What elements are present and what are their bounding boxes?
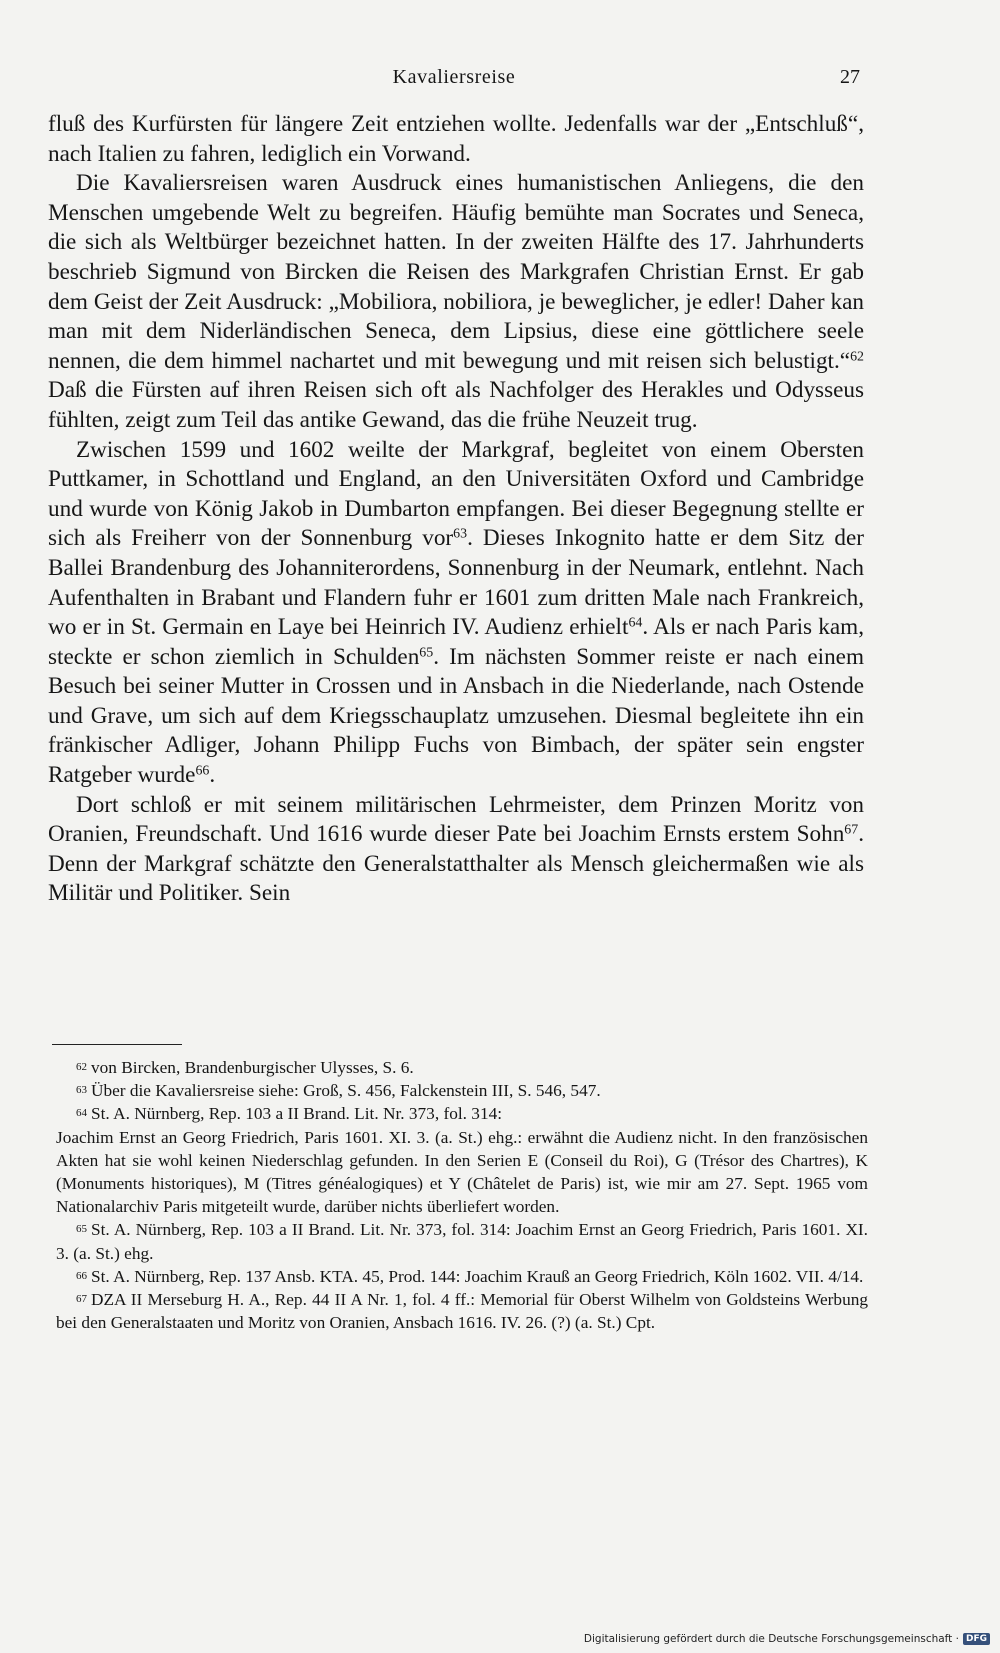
paragraph-3 [48, 436, 864, 791]
running-title: Kavaliersreise [392, 66, 516, 88]
footnote-ref-63[interactable]: 63 [453, 526, 468, 542]
footnote-62 [56, 1056, 868, 1079]
footnote-ref-66[interactable]: 66 [195, 763, 210, 779]
footnote-ref-62[interactable]: 62 [850, 349, 864, 365]
paragraph-text: Die Kavaliersreisen waren Ausdruck eines humanistischen Anliegens, die den Menschen umgebende Welt zu begreifen. Häufig bemühte man Socrates und Seneca, die sich als Weltbürger bezeichnet hatten. In der zweiten Hälfte des 17. Jahrhunderts beschrieb Sigmund von Bircken die Reisen des Markgrafen Christian Ernst. Er gab dem Geist der Zeit Ausdruck: „Mobiliora, nobiliora, je beweglicher, je edler! Daher kan man mit dem Niderländischen Seneca, dem Lipsius, diese eine göttlichere seele nennen, die dem himmel nachartet und mit bewegung und mit reisen sich belustigt.“ [48, 170, 864, 374]
footnote-number: 64 [76, 1107, 87, 1120]
footnote-text: St. A. Nürnberg, Rep. 137 Ansb. KTA. 45, Prod. 144: Joachim Krauß an Georg Friedrich, Köln 1602. VII. 4/14. [91, 1266, 864, 1286]
footnote-ref-67[interactable]: 67 [844, 822, 859, 838]
dfg-logo: DFG [963, 1633, 990, 1645]
footnote-67 [56, 1288, 868, 1334]
footnote-64 [56, 1102, 868, 1125]
paragraph-text: Dort schloß er mit seinem militärischen Lehrmeister, dem Prinzen Moritz von Oranien, Freundschaft. Und 1616 wurde dieser Pate bei Joachim Ernsts erstem Sohn [48, 791, 864, 848]
footnote-text: St. A. Nürnberg, Rep. 103 a II Brand. Lit. Nr. 373, fol. 314: [91, 1104, 503, 1124]
paragraph-4 [48, 791, 864, 909]
paragraph-text: . Als er nach Paris kam, steckte er schon ziemlich in Schulden [48, 614, 865, 670]
footnotes [56, 1056, 868, 1334]
paragraph-text: . Dieses Inkognito hatte er dem Sitz der Ballei Brandenburg des Johanniterordens, Sonnenburg in der Neumark, entlehnt. Nach Aufenthalten in Brabant und Flandern fuhr er 1601 zum dritten Male nach Frankreich, wo er in St. Germain en Laye bei Heinrich IV. Audienz erhielt [48, 525, 865, 641]
footnote-number: 65 [76, 1223, 87, 1236]
footnote-number: 67 [76, 1293, 87, 1306]
running-head [48, 66, 860, 96]
footnote-66 [56, 1265, 868, 1288]
paragraph-text: . Im nächsten Sommer reiste er nach einem Besuch bei seiner Mutter in Crossen und in Ansbach in die Niederlande, nach Ostende und Grave, um sich auf dem Kriegsschauplatz umzusehen. Diesmal begleitete ihn ein fränkischer Adliger, Johann Philipp Fuchs von Bimbach, der später sein engster Ratgeber wurde [48, 643, 865, 789]
footnote-ref-65[interactable]: 65 [419, 645, 434, 661]
paragraph-2 [48, 169, 864, 435]
credit-text: Digitalisierung gefördert durch die Deutsche Forschungsgemeinschaft · [583, 1633, 959, 1645]
footnote-number: 66 [76, 1269, 87, 1282]
main-text [48, 110, 864, 909]
digitization-credit [584, 1633, 990, 1645]
paragraph-text: . [209, 762, 216, 789]
footnote-number: 63 [76, 1084, 87, 1097]
paragraph-text: fluß des Kurfürsten für längere Zeit entziehen wollte. Jedenfalls war der „Entschluß“, nach Italien zu fahren, lediglich ein Vorwand. [48, 111, 864, 167]
paragraph-text: . Denn der Markgraf schätzte den Generalstatthalter als Mensch gleichermaßen wie als Militär und Politiker. Sein [48, 821, 864, 907]
footnote-text: Joachim Ernst an Georg Friedrich, Paris 1601. XI. 3. (a. St.) ehg.: erwähnt die Audienz nicht. In den französischen Akten hat sie wohl keinen Niederschlag gefunden. In den Serien E (Conseil du Roi), G (Trésor des Chartres), K (Monuments historiques), M (Titres généalogiques) et Y (Châtelet de Paris) ist, wie mir am 27. Sept. 1965 vom Nationalarchiv Paris mitgeteilt wurde, darüber nichts überliefert worden. [56, 1127, 868, 1217]
footnote-number: 62 [76, 1061, 87, 1073]
paragraph-text: Zwischen 1599 und 1602 weilte der Markgraf, begleitet von einem Obersten Puttkamer, in Schottland und England, an den Universitäten Oxford und Cambridge und wurde von König Jakob in Dumbarton empfangen. Bei dieser Begegnung stellte er sich als Freiherr von der Sonnenburg vor [48, 436, 864, 552]
footnote-64-continued [56, 1126, 868, 1219]
footnote-divider [52, 1044, 182, 1045]
paragraph-text: Daß die Fürsten auf ihren Reisen sich oft als Nachfolger des Herakles und Odysseus fühlten, zeigt zum Teil das antike Gewand, das die frühe Neuzeit trug. [48, 377, 864, 433]
paragraph-1 [48, 110, 864, 169]
footnote-65 [56, 1218, 868, 1264]
page-number: 27 [840, 66, 860, 88]
footnote-text: von Bircken, Brandenburgischer Ulysses, S. 6. [91, 1058, 414, 1077]
footnote-63 [56, 1079, 868, 1102]
footnote-ref-64[interactable]: 64 [628, 615, 643, 631]
footnote-text: DZA II Merseburg H. A., Rep. 44 II A Nr. 1, fol. 4 ff.: Memorial für Oberst Wilhelm von Goldsteins Werbung bei den Generalstaaten und Moritz von Oranien, Ansbach 1616. IV. 26. (?) (a. St.) Cpt. [56, 1290, 868, 1333]
footnote-text: St. A. Nürnberg, Rep. 103 a II Brand. Lit. Nr. 373, fol. 314: Joachim Ernst an Georg Friedrich, Paris 1601. XI. 3. (a. St.) ehg. [56, 1220, 868, 1263]
footnote-text: Über die Kavaliersreise siehe: Groß, S. 456, Falckenstein III, S. 546, 547. [91, 1081, 601, 1101]
